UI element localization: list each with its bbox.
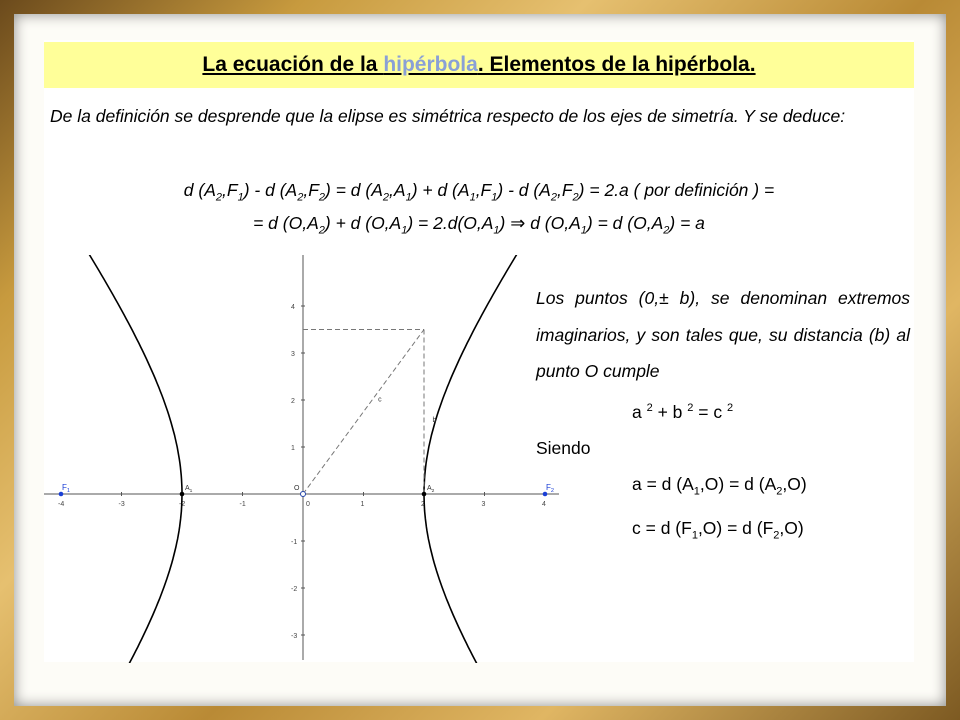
siendo-label: Siendo — [536, 437, 591, 458]
y-tick-label: 3 — [291, 351, 295, 358]
explanation-panel — [536, 280, 910, 554]
origin-label: O — [294, 485, 300, 492]
y-tick-label: -1 — [291, 539, 298, 546]
x-tick-label: 1 — [360, 501, 365, 508]
title-bar — [44, 42, 914, 88]
vertex-a1-label: $A_1$ — [185, 485, 193, 494]
x-tick-label: -2 — [179, 501, 186, 508]
y-tick-label: -3 — [291, 633, 298, 640]
y-tick-label: -2 — [291, 586, 298, 593]
equation-result: = d $(O,A_2) + d$ $(O,A_1) = 2.d(O,A_1)$ ⇒ d $(O,A_1) = d$ $(O,A_2) = a$ — [253, 213, 705, 237]
vertex-a1-point — [180, 492, 185, 497]
y-tick-label: 1 — [291, 445, 295, 452]
hyperbola-right-branch — [424, 255, 524, 663]
definition-c: c = d $(F_1,O) = d$ $(F_2,O)$ — [632, 518, 804, 542]
pythagoras-formula: a $^2$ + b $^2$ = c $^2$ — [632, 401, 734, 422]
x-tick-label: 4 — [542, 501, 546, 508]
equation-definition: d $(A_2,F_1)$ - d $(A_2,F_2) = d$ $(A_2,A_1) + d$ $(A_1,F_1)$ - d $(A_2,F_2) = 2.a$ ( por definición ) = — [183, 180, 775, 204]
x-tick-label: -1 — [239, 501, 246, 508]
segment-b-label: b — [432, 416, 437, 424]
y-tick-label: 4 — [291, 304, 295, 311]
x-tick-label: 0 — [306, 501, 310, 508]
segment-c-label: c — [378, 396, 382, 404]
x-tick-label: 3 — [481, 501, 486, 508]
slide-title: La ecuación de la hipérbola. Elementos de la hipérbola. — [202, 53, 756, 76]
focus-f1-label: $F_1$ — [62, 483, 71, 494]
focus-f1-point — [59, 492, 64, 497]
x-tick-label: -4 — [58, 501, 65, 508]
hyperbola-left-branch — [82, 255, 182, 663]
intro-text: De la definición se desprende que la elipse es simétrica respecto de los ejes de simetría. Y se deduce: — [50, 106, 846, 126]
vertex-a2-label: $A_2$ — [427, 485, 435, 494]
implies-arrow-icon: ⇒ — [510, 213, 526, 233]
imaginary-vertices-paragraph: Los puntos (0,± b), se denominan extremos imaginarios, y son tales que, su distancia (b) al punto O cumple — [536, 288, 910, 381]
focus-f2-label: $F_2$ — [546, 483, 555, 494]
vertex-a2-point — [422, 492, 427, 497]
x-tick-label: -3 — [118, 501, 125, 508]
y-tick-label: 2 — [291, 398, 295, 405]
dashed-c-line — [303, 330, 424, 495]
hiperbola-link[interactable]: hipérbola — [383, 53, 478, 76]
origin-point — [301, 492, 306, 497]
definition-a: a = d $(A_1,O) = d$ $(A_2,O)$ — [632, 474, 807, 498]
hyperbola-graph — [44, 255, 564, 663]
x-tick-label: 2 — [421, 501, 425, 508]
focus-f2-point — [543, 492, 548, 497]
